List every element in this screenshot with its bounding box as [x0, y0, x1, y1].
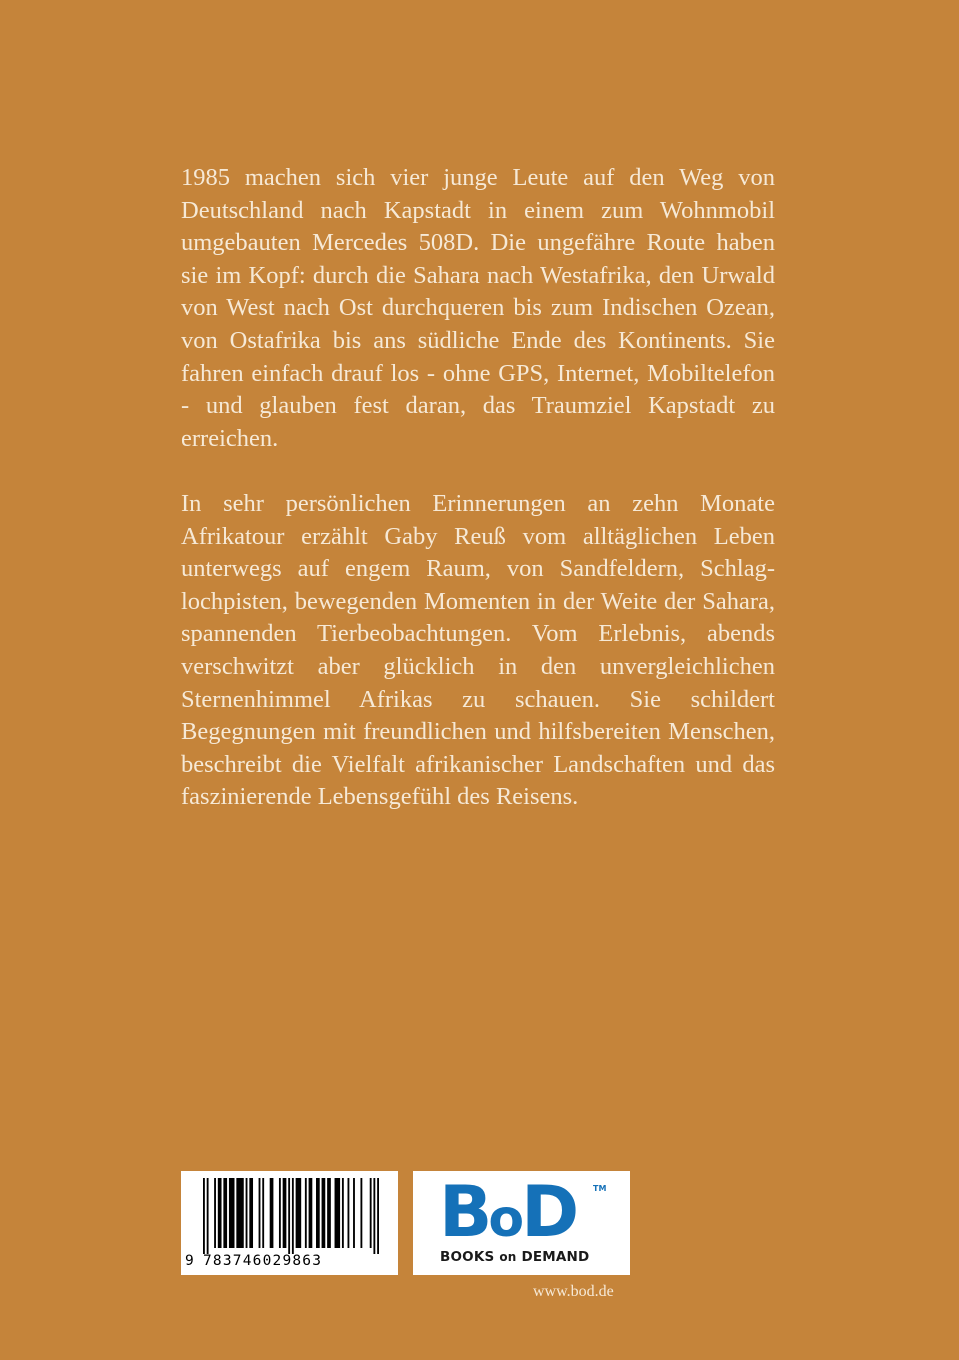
- barcode-bar: [262, 1178, 264, 1248]
- publisher-website: www.bod.de: [533, 1283, 614, 1300]
- blurb-paragraph-1: 1985 machen sich vier junge Leute auf den Weg von Deutschland nach Kapstadt in einem zum Wohnmobil umgebauten Mercedes 508D. Die ungefähre Route haben sie im Kopf: durch die Sahara nach Westafrika, den Urwald von West nach Ost durchqueren bis zum Indischen Ozean, von Ostafrika bis ans südliche Ende des Kontinents. Sie fahren einfach drauf los - ohne GPS, Internet, Mobiltelefon - und glauben fest daran, das Traumziel Kapstadt zu erreichen.: [181, 164, 775, 452]
- barcode-bar: [259, 1178, 261, 1248]
- bod-logo-d: D: [521, 1171, 576, 1253]
- barcode-bar: [316, 1178, 320, 1248]
- bod-logo: [439, 1173, 575, 1258]
- barcode-bar: [279, 1178, 281, 1248]
- barcode-bar: [370, 1178, 372, 1248]
- publisher-logo-box: [413, 1171, 630, 1275]
- barcode-bar: [296, 1178, 302, 1248]
- barcode-bar: [309, 1178, 313, 1248]
- barcode-bar: [288, 1178, 290, 1254]
- barcode-bars: [203, 1178, 379, 1254]
- barcode-bar: [327, 1178, 331, 1248]
- isbn-barcode: [181, 1171, 398, 1275]
- barcode-bar: [218, 1178, 222, 1248]
- barcode-bar: [377, 1178, 379, 1254]
- barcode-bar: [214, 1178, 216, 1248]
- barcode-bar: [342, 1178, 344, 1248]
- barcode-bar: [335, 1178, 341, 1248]
- tagline-demand: DEMAND: [521, 1249, 590, 1265]
- tagline-books: BOOKS: [440, 1249, 495, 1265]
- barcode-bar: [246, 1178, 248, 1248]
- tagline-on: on: [499, 1250, 517, 1264]
- barcode-bar: [207, 1178, 209, 1254]
- barcode-bar: [322, 1178, 326, 1248]
- barcode-bar: [373, 1178, 375, 1254]
- blurb-paragraph-2: In sehr persönlichen Erinnerungen an zehn Monate Afrikatour erzählt Gaby Reuß vom alltäglichen Leben unterwegs auf engem Raum, von Sandfeldern, Schlaglochpisten, bewegenden Momenten in der Weite der Sahara, spannenden Tierbeobachtungen. Vom Erlebnis, abends verschwitzt aber glücklich in den unvergleichlichen Sternenhimmel Afrikas zu schauen. Sie schildert Begegnungen mit freundlichen und hilfsbereiten Menschen, beschreibt die Vielfalt afrikanischer Landschaften und das faszinierende Lebensgefühl des Reisens.: [181, 489, 775, 811]
- barcode-bar: [305, 1178, 307, 1248]
- isbn-first-digit: 9: [185, 1253, 195, 1269]
- barcode-bar: [270, 1178, 274, 1248]
- barcode-bar: [203, 1178, 205, 1254]
- bod-logo-o: o: [488, 1189, 522, 1249]
- barcode-bar: [229, 1178, 235, 1248]
- isbn-remaining-digits: 783746029863: [203, 1253, 323, 1269]
- barcode-bar: [353, 1178, 355, 1248]
- barcode-bar: [283, 1178, 287, 1248]
- bod-tagline: [440, 1249, 589, 1265]
- barcode-bar: [236, 1178, 243, 1248]
- barcode-bar: [360, 1178, 362, 1248]
- trademark-symbol: TM: [593, 1184, 607, 1193]
- bod-logo-b: B: [439, 1171, 489, 1253]
- barcode-bar: [292, 1178, 294, 1254]
- barcode-bar: [348, 1178, 350, 1248]
- barcode-bar: [223, 1178, 227, 1248]
- barcode-bar: [249, 1178, 253, 1248]
- back-cover-blurb: [181, 162, 775, 846]
